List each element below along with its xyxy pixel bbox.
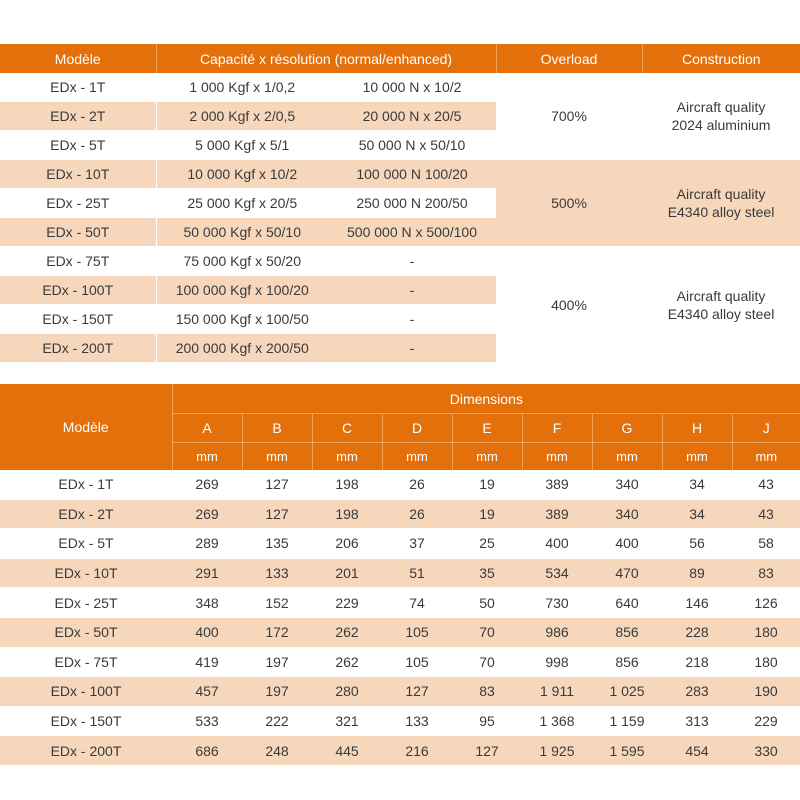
table-row: [0, 647, 800, 677]
dimension-cell-h: 56: [662, 529, 732, 559]
dimension-cell-d: 26: [382, 470, 452, 499]
dimension-cell-b: 152: [242, 588, 312, 618]
header-model: Modèle: [0, 44, 156, 73]
dimension-cell-b: 172: [242, 617, 312, 647]
model-cell: EDx - 5T: [0, 131, 156, 160]
dimension-cell-j: 180: [732, 647, 800, 677]
dimension-cell-c: 198: [312, 499, 382, 529]
model-cell: EDx - 10T: [0, 160, 156, 189]
overload-cell: 400%: [496, 247, 642, 363]
capacity-newton-cell: -: [328, 334, 496, 363]
construction-line-2: E4340 alloy steel: [667, 204, 775, 220]
dimension-cell-a: 419: [172, 647, 242, 677]
dimension-cell-j: 43: [732, 499, 800, 529]
unit-label: mm: [522, 443, 592, 471]
table-row: [0, 677, 800, 707]
capacity-kgf-cell: 75 000 Kgf x 50/20: [156, 247, 328, 276]
header-capacity: Capacité x résolution (normal/enhanced): [156, 44, 496, 73]
dimension-cell-a: 289: [172, 529, 242, 559]
dimension-cell-f: 534: [522, 558, 592, 588]
dimension-cell-g: 1 025: [592, 677, 662, 707]
header-col-h: H: [662, 414, 732, 443]
capacity-kgf-cell: 200 000 Kgf x 200/50: [156, 334, 328, 363]
dimension-cell-f: 986: [522, 617, 592, 647]
dimension-cell-g: 640: [592, 588, 662, 618]
capacity-kgf-cell: 150 000 Kgf x 100/50: [156, 305, 328, 334]
dimension-cell-g: 856: [592, 647, 662, 677]
dimension-cell-f: 389: [522, 499, 592, 529]
header-col-b: B: [242, 414, 312, 443]
model-cell: EDx - 75T: [0, 647, 172, 677]
table-row: [0, 617, 800, 647]
dimensions-body: [0, 470, 800, 765]
capacity-kgf-cell: 50 000 Kgf x 50/10: [156, 218, 328, 247]
dimension-cell-c: 280: [312, 677, 382, 707]
dimension-cell-c: 262: [312, 647, 382, 677]
construction-line-1: Aircraft quality: [676, 99, 766, 115]
dimension-cell-f: 389: [522, 470, 592, 499]
table-row: [0, 499, 800, 529]
table-row: [0, 470, 800, 499]
dimension-cell-h: 454: [662, 736, 732, 766]
capacity-newton-cell: 20 000 N x 20/5: [328, 102, 496, 131]
dimension-cell-e: 83: [452, 677, 522, 707]
dimension-cell-h: 34: [662, 470, 732, 499]
dimension-cell-g: 470: [592, 558, 662, 588]
dimension-cell-j: 83: [732, 558, 800, 588]
table-row: [0, 529, 800, 559]
header-col-f: F: [522, 414, 592, 443]
dimension-cell-b: 197: [242, 647, 312, 677]
dimension-cell-d: 51: [382, 558, 452, 588]
dimension-cell-h: 218: [662, 647, 732, 677]
header-col-g: G: [592, 414, 662, 443]
dimension-cell-d: 105: [382, 617, 452, 647]
dimension-cell-c: 201: [312, 558, 382, 588]
dimension-cell-b: 248: [242, 736, 312, 766]
dimension-cell-c: 445: [312, 736, 382, 766]
dimension-cell-b: 222: [242, 706, 312, 736]
model-cell: EDx - 100T: [0, 276, 156, 305]
dimension-cell-b: 133: [242, 558, 312, 588]
dimension-cell-d: 105: [382, 647, 452, 677]
dimension-cell-f: 1 911: [522, 677, 592, 707]
capacity-newton-cell: -: [328, 247, 496, 276]
construction-cell: [642, 247, 800, 363]
dimension-cell-h: 228: [662, 617, 732, 647]
dimension-cell-g: 340: [592, 499, 662, 529]
dimension-cell-c: 262: [312, 617, 382, 647]
dimension-cell-a: 400: [172, 617, 242, 647]
dimension-cell-d: 37: [382, 529, 452, 559]
header-col-a: A: [172, 414, 242, 443]
overload-cell: 700%: [496, 73, 642, 160]
dimension-cell-e: 127: [452, 736, 522, 766]
dimension-cell-j: 180: [732, 617, 800, 647]
capacity-kgf-cell: 25 000 Kgf x 20/5: [156, 189, 328, 218]
dimension-cell-j: 190: [732, 677, 800, 707]
dimension-cell-g: 340: [592, 470, 662, 499]
capacity-newton-cell: 500 000 N x 500/100: [328, 218, 496, 247]
capacity-kgf-cell: 5 000 Kgf x 5/1: [156, 131, 328, 160]
header-col-e: E: [452, 414, 522, 443]
dimension-cell-a: 457: [172, 677, 242, 707]
dimensions-table: [0, 384, 800, 766]
unit-label: mm: [172, 443, 242, 471]
dimension-cell-h: 146: [662, 588, 732, 618]
model-cell: EDx - 50T: [0, 218, 156, 247]
construction-cell: [642, 160, 800, 247]
capacity-newton-cell: -: [328, 276, 496, 305]
dimension-cell-e: 19: [452, 499, 522, 529]
capacity-kgf-cell: 2 000 Kgf x 2/0,5: [156, 102, 328, 131]
capacity-newton-cell: 100 000 N 100/20: [328, 160, 496, 189]
dimension-cell-g: 1 595: [592, 736, 662, 766]
table-row: [0, 588, 800, 618]
dimension-cell-a: 291: [172, 558, 242, 588]
table-row: [0, 160, 800, 189]
model-cell: EDx - 75T: [0, 247, 156, 276]
construction-line-2: E4340 alloy steel: [667, 305, 775, 322]
capacity-table-header-row: [0, 44, 800, 73]
dimension-cell-b: 127: [242, 499, 312, 529]
dimension-cell-g: 856: [592, 617, 662, 647]
table-row: [0, 706, 800, 736]
header-col-c: C: [312, 414, 382, 443]
dimension-cell-c: 229: [312, 588, 382, 618]
model-cell: EDx - 10T: [0, 558, 172, 588]
header-dimensions: Dimensions: [172, 384, 800, 414]
dimension-cell-g: 1 159: [592, 706, 662, 736]
dimension-cell-c: 206: [312, 529, 382, 559]
model-cell: EDx - 1T: [0, 73, 156, 102]
dimension-cell-g: 400: [592, 529, 662, 559]
dimension-cell-c: 321: [312, 706, 382, 736]
unit-label: mm: [312, 443, 382, 471]
construction-line-2: 2024 aluminium: [671, 117, 771, 133]
capacity-newton-cell: 50 000 N x 50/10: [328, 131, 496, 160]
model-cell: EDx - 25T: [0, 189, 156, 218]
dimension-cell-j: 58: [732, 529, 800, 559]
unit-label: mm: [592, 443, 662, 471]
header-model: Modèle: [0, 384, 172, 470]
dimension-cell-a: 269: [172, 499, 242, 529]
dimension-cell-a: 348: [172, 588, 242, 618]
capacity-kgf-cell: 1 000 Kgf x 1/0,2: [156, 73, 328, 102]
dimension-cell-f: 730: [522, 588, 592, 618]
table-row: [0, 558, 800, 588]
dimension-cell-j: 330: [732, 736, 800, 766]
dimension-cell-d: 26: [382, 499, 452, 529]
dimension-cell-d: 216: [382, 736, 452, 766]
dimensions-header-row: [0, 384, 800, 414]
dimension-cell-h: 89: [662, 558, 732, 588]
capacity-newton-cell: -: [328, 305, 496, 334]
header-col-d: D: [382, 414, 452, 443]
dimension-cell-j: 229: [732, 706, 800, 736]
dimension-cell-h: 313: [662, 706, 732, 736]
dimension-cell-e: 70: [452, 647, 522, 677]
model-cell: EDx - 100T: [0, 677, 172, 707]
dimension-cell-c: 198: [312, 470, 382, 499]
header-col-j: J: [732, 414, 800, 443]
table-row: [0, 73, 800, 102]
capacity-newton-cell: 10 000 N x 10/2: [328, 73, 496, 102]
dimension-cell-d: 127: [382, 677, 452, 707]
overload-cell: 500%: [496, 160, 642, 247]
table-row: [0, 247, 800, 276]
header-construction: Construction: [642, 44, 800, 73]
dimension-cell-a: 269: [172, 470, 242, 499]
unit-label: mm: [732, 443, 800, 471]
header-overload: Overload: [496, 44, 642, 73]
construction-cell: [642, 73, 800, 160]
dimension-cell-j: 126: [732, 588, 800, 618]
model-cell: EDx - 200T: [0, 736, 172, 766]
dimension-cell-e: 50: [452, 588, 522, 618]
dimension-cell-h: 283: [662, 677, 732, 707]
dimension-cell-e: 35: [452, 558, 522, 588]
table-row: [0, 736, 800, 766]
construction-line-1: Aircraft quality: [676, 287, 766, 304]
unit-label: mm: [382, 443, 452, 471]
model-cell: EDx - 150T: [0, 305, 156, 334]
model-cell: EDx - 150T: [0, 706, 172, 736]
construction-line-1: Aircraft quality: [676, 186, 766, 202]
dimension-cell-f: 998: [522, 647, 592, 677]
capacity-kgf-cell: 10 000 Kgf x 10/2: [156, 160, 328, 189]
capacity-kgf-cell: 100 000 Kgf x 100/20: [156, 276, 328, 305]
model-cell: EDx - 2T: [0, 499, 172, 529]
unit-label: mm: [662, 443, 732, 471]
dimension-cell-e: 25: [452, 529, 522, 559]
dimension-cell-b: 135: [242, 529, 312, 559]
model-cell: EDx - 2T: [0, 102, 156, 131]
model-cell: EDx - 5T: [0, 529, 172, 559]
capacity-table: [0, 44, 800, 363]
dimension-cell-j: 43: [732, 470, 800, 499]
dimension-cell-e: 95: [452, 706, 522, 736]
dimension-cell-f: 1 925: [522, 736, 592, 766]
dimension-cell-e: 19: [452, 470, 522, 499]
dimension-cell-a: 533: [172, 706, 242, 736]
model-cell: EDx - 25T: [0, 588, 172, 618]
model-cell: EDx - 200T: [0, 334, 156, 363]
capacity-newton-cell: 250 000 N 200/50: [328, 189, 496, 218]
dimension-cell-a: 686: [172, 736, 242, 766]
dimension-cell-e: 70: [452, 617, 522, 647]
dimension-cell-b: 127: [242, 470, 312, 499]
dimension-cell-b: 197: [242, 677, 312, 707]
unit-label: mm: [242, 443, 312, 471]
model-cell: EDx - 50T: [0, 617, 172, 647]
dimension-cell-d: 133: [382, 706, 452, 736]
dimension-cell-d: 74: [382, 588, 452, 618]
model-cell: EDx - 1T: [0, 470, 172, 499]
dimension-cell-h: 34: [662, 499, 732, 529]
dimension-cell-f: 400: [522, 529, 592, 559]
dimension-cell-f: 1 368: [522, 706, 592, 736]
unit-label: mm: [452, 443, 522, 471]
